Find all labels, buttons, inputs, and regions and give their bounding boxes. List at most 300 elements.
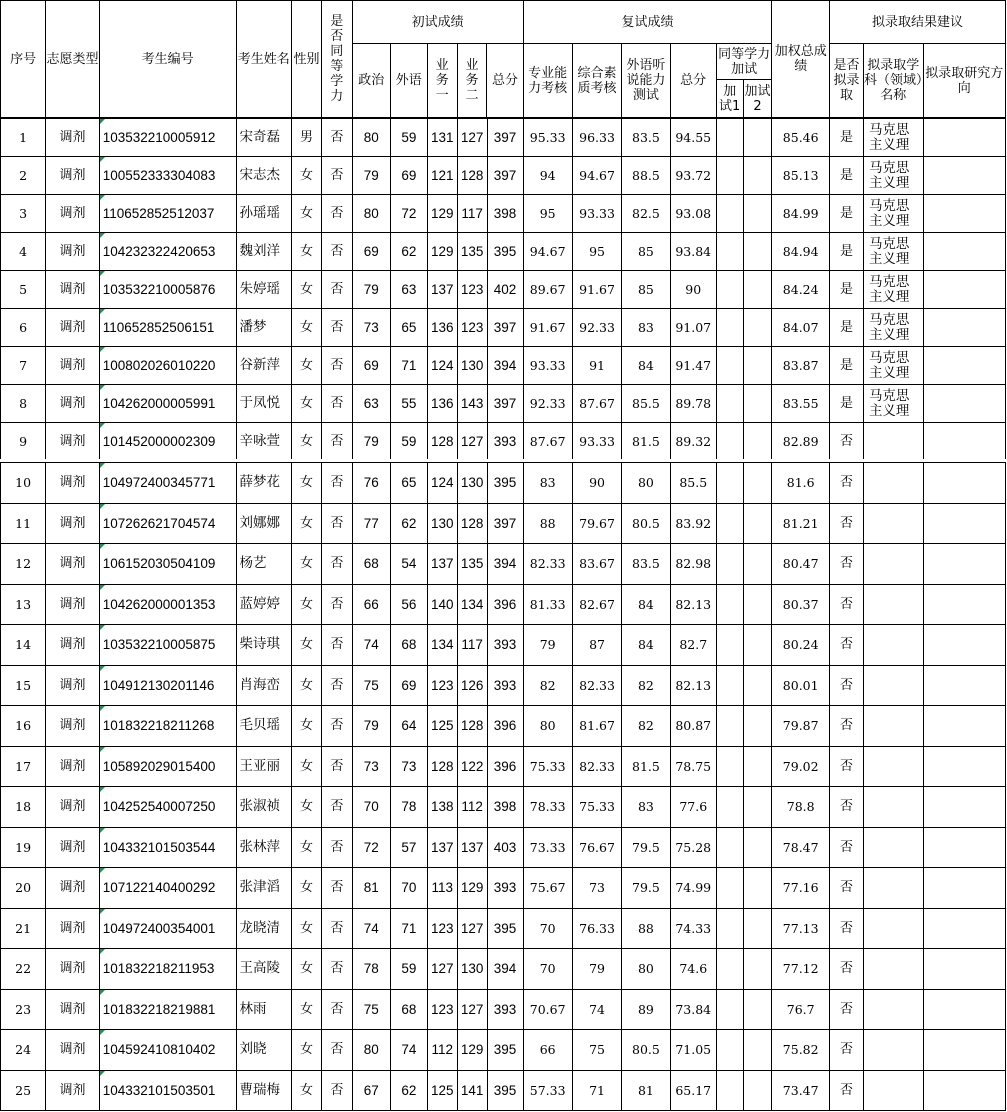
cell-retest-total: 73.84 [670, 989, 716, 1030]
cell-equiv: 否 [321, 706, 352, 747]
cell-listening: 80.5 [622, 503, 670, 544]
cell-comprehensive: 71 [572, 1070, 621, 1111]
cell-retest-total: 93.08 [670, 195, 716, 233]
cell-equiv: 否 [321, 584, 352, 625]
cell-exam-id: 103532210005876 [99, 271, 236, 309]
cell-prelim-total: 398 [487, 195, 523, 233]
cell-admit-discipline [863, 503, 923, 544]
cell-exam-id: 101832218211268 [99, 706, 236, 747]
cell-listening: 88 [622, 908, 670, 949]
cell-admitted: 否 [830, 908, 864, 949]
cell-subject2: 128 [457, 706, 487, 747]
cell-admitted: 否 [830, 463, 864, 504]
cell-seq: 20 [1, 868, 46, 909]
cell-admit-direction [923, 503, 1005, 544]
cell-type: 调剂 [46, 195, 99, 233]
cell-comprehensive: 81.67 [572, 706, 621, 747]
cell-exam-id: 104912130201146 [99, 665, 236, 706]
cell-listening: 85 [622, 233, 670, 271]
cell-retest-total: 93.84 [670, 233, 716, 271]
cell-weighted-total: 83.55 [772, 385, 830, 423]
cell-comprehensive: 87.67 [572, 385, 621, 423]
cell-gender: 女 [292, 503, 322, 544]
cell-gender: 男 [292, 119, 322, 157]
cell-prelim-total: 393 [487, 423, 523, 461]
cell-seq: 15 [1, 665, 46, 706]
cell-retest-total: 93.72 [670, 157, 716, 195]
cell-exam-id: 100552333304083 [99, 157, 236, 195]
cell-extra1 [716, 908, 743, 949]
cell-admitted: 是 [830, 157, 864, 195]
cell-exam-id: 101832218219881 [99, 989, 236, 1030]
cell-extra2 [743, 1070, 772, 1111]
cell-comprehensive: 82.67 [572, 584, 621, 625]
cell-professional: 73.33 [523, 827, 572, 868]
cell-exam-id: 101832218211953 [99, 949, 236, 990]
cell-name: 张淑祯 [236, 787, 292, 828]
cell-admit-discipline [863, 544, 923, 585]
cell-subject2: 128 [457, 503, 487, 544]
cell-subject2: 126 [457, 665, 487, 706]
cell-equiv: 否 [321, 544, 352, 585]
header-seq: 序号 [1, 1, 46, 118]
cell-retest-total: 82.13 [670, 665, 716, 706]
cell-professional: 82 [523, 665, 572, 706]
cell-retest-total: 75.28 [670, 827, 716, 868]
cell-comprehensive: 79 [572, 949, 621, 990]
cell-prelim-total: 394 [487, 544, 523, 585]
cell-gender: 女 [292, 706, 322, 747]
cell-weighted-total: 85.46 [772, 119, 830, 157]
table-row [1, 157, 1006, 195]
cell-retest-total: 74.6 [670, 949, 716, 990]
cell-retest-total: 91.47 [670, 347, 716, 385]
cell-prelim-total: 397 [487, 385, 523, 423]
cell-equiv: 否 [321, 827, 352, 868]
header-prelim-total: 总分 [487, 44, 523, 118]
cell-admitted: 否 [830, 949, 864, 990]
cell-professional: 89.67 [523, 271, 572, 309]
cell-prelim-total: 396 [487, 746, 523, 787]
cell-weighted-total: 77.12 [772, 949, 830, 990]
cell-politics: 79 [352, 423, 390, 461]
cell-seq: 13 [1, 584, 46, 625]
cell-subject1: 129 [427, 233, 457, 271]
cell-retest-total: 74.33 [670, 908, 716, 949]
cell-listening: 83.5 [622, 119, 670, 157]
cell-seq: 23 [1, 989, 46, 1030]
cell-retest-total: 85.5 [670, 463, 716, 504]
cell-listening: 82 [622, 706, 670, 747]
cell-admit-discipline: 马克思主义理 [863, 157, 923, 195]
header-comprehensive: 综合素质考核 [572, 44, 621, 118]
cell-subject2: 135 [457, 544, 487, 585]
cell-subject1: 123 [427, 908, 457, 949]
cell-prelim-total: 402 [487, 271, 523, 309]
cell-admit-direction [923, 271, 1005, 309]
table-row [1, 868, 1006, 909]
table-row [1, 544, 1006, 585]
cell-admit-discipline: 马克思主义理 [863, 195, 923, 233]
cell-subject1: 121 [427, 157, 457, 195]
cell-foreign: 65 [390, 463, 427, 504]
cell-name: 薛梦花 [236, 463, 292, 504]
cell-type: 调剂 [46, 423, 99, 461]
cell-prelim-total: 396 [487, 584, 523, 625]
cell-prelim-total: 397 [487, 309, 523, 347]
cell-retest-total: 80.87 [670, 706, 716, 747]
cell-equiv: 否 [321, 1070, 352, 1111]
cell-comprehensive: 93.33 [572, 423, 621, 461]
cell-extra2 [743, 949, 772, 990]
cell-subject2: 123 [457, 309, 487, 347]
cell-extra2 [743, 309, 772, 347]
cell-extra1 [716, 868, 743, 909]
cell-politics: 81 [352, 868, 390, 909]
cell-professional: 70 [523, 908, 572, 949]
cell-extra1 [716, 385, 743, 423]
cell-foreign: 55 [390, 385, 427, 423]
header-retest-group: 复试成绩 [523, 1, 772, 44]
cell-listening: 84 [622, 584, 670, 625]
cell-extra1 [716, 1070, 743, 1111]
cell-subject1: 137 [427, 827, 457, 868]
cell-admitted: 否 [830, 625, 864, 666]
cell-prelim-total: 395 [487, 233, 523, 271]
table-row [1, 706, 1006, 747]
table-body-top [0, 118, 1006, 461]
table-row [1, 195, 1006, 233]
cell-type: 调剂 [46, 908, 99, 949]
cell-equiv: 否 [321, 1030, 352, 1071]
cell-retest-total: 91.07 [670, 309, 716, 347]
cell-politics: 80 [352, 195, 390, 233]
cell-politics: 78 [352, 949, 390, 990]
cell-extra2 [743, 787, 772, 828]
cell-comprehensive: 93.33 [572, 195, 621, 233]
cell-retest-total: 89.78 [670, 385, 716, 423]
table-row [1, 271, 1006, 309]
cell-foreign: 74 [390, 1030, 427, 1071]
cell-politics: 75 [352, 665, 390, 706]
cell-subject1: 128 [427, 423, 457, 461]
cell-comprehensive: 90 [572, 463, 621, 504]
cell-professional: 95 [523, 195, 572, 233]
cell-exam-id: 104332101503544 [99, 827, 236, 868]
cell-extra2 [743, 119, 772, 157]
cell-equiv: 否 [321, 908, 352, 949]
cell-name: 毛贝瑶 [236, 706, 292, 747]
cell-seq: 8 [1, 385, 46, 423]
cell-comprehensive: 92.33 [572, 309, 621, 347]
cell-foreign: 62 [390, 503, 427, 544]
header-subject1: 业务一 [427, 44, 457, 118]
cell-weighted-total: 84.07 [772, 309, 830, 347]
cell-admitted: 否 [830, 503, 864, 544]
cell-professional: 78.33 [523, 787, 572, 828]
cell-politics: 79 [352, 271, 390, 309]
cell-professional: 88 [523, 503, 572, 544]
cell-politics: 73 [352, 746, 390, 787]
cell-retest-total: 82.7 [670, 625, 716, 666]
cell-extra1 [716, 309, 743, 347]
cell-equiv: 否 [321, 787, 352, 828]
cell-seq: 19 [1, 827, 46, 868]
table-row [1, 827, 1006, 868]
cell-admit-direction [923, 195, 1005, 233]
cell-admit-discipline: 马克思主义理 [863, 385, 923, 423]
cell-prelim-total: 403 [487, 827, 523, 868]
cell-seq: 5 [1, 271, 46, 309]
cell-weighted-total: 79.02 [772, 746, 830, 787]
cell-foreign: 63 [390, 271, 427, 309]
cell-admit-discipline [863, 868, 923, 909]
cell-name: 于凤悦 [236, 385, 292, 423]
cell-prelim-total: 393 [487, 665, 523, 706]
cell-extra1 [716, 423, 743, 461]
cell-weighted-total: 77.13 [772, 908, 830, 949]
cell-subject2: 128 [457, 157, 487, 195]
cell-exam-id: 100802026010220 [99, 347, 236, 385]
cell-retest-total: 83.92 [670, 503, 716, 544]
cell-admit-direction [923, 908, 1005, 949]
cell-seq: 14 [1, 625, 46, 666]
cell-comprehensive: 75.33 [572, 787, 621, 828]
cell-weighted-total: 73.47 [772, 1070, 830, 1111]
cell-professional: 79 [523, 625, 572, 666]
cell-weighted-total: 84.24 [772, 271, 830, 309]
cell-foreign: 69 [390, 157, 427, 195]
cell-exam-id: 103532210005875 [99, 625, 236, 666]
cell-professional: 93.33 [523, 347, 572, 385]
cell-subject1: 124 [427, 347, 457, 385]
cell-gender: 女 [292, 1030, 322, 1071]
cell-comprehensive: 82.33 [572, 746, 621, 787]
cell-exam-id: 104972400354001 [99, 908, 236, 949]
cell-admit-discipline [863, 827, 923, 868]
cell-admit-discipline [863, 706, 923, 747]
cell-prelim-total: 394 [487, 347, 523, 385]
cell-admit-direction [923, 989, 1005, 1030]
cell-admitted: 否 [830, 827, 864, 868]
table-row [1, 385, 1006, 423]
cell-admitted: 否 [830, 1030, 864, 1071]
cell-subject2: 141 [457, 1070, 487, 1111]
cell-weighted-total: 75.82 [772, 1030, 830, 1071]
cell-equiv: 否 [321, 309, 352, 347]
cell-admit-direction [923, 827, 1005, 868]
cell-admitted: 是 [830, 309, 864, 347]
cell-professional: 82.33 [523, 544, 572, 585]
cell-extra2 [743, 706, 772, 747]
cell-name: 王亚丽 [236, 746, 292, 787]
cell-professional: 81.33 [523, 584, 572, 625]
header-listening: 外语听说能力测试 [622, 44, 670, 118]
cell-professional: 91.67 [523, 309, 572, 347]
cell-politics: 69 [352, 233, 390, 271]
cell-admit-direction [923, 1030, 1005, 1071]
cell-equiv: 否 [321, 423, 352, 461]
cell-foreign: 59 [390, 119, 427, 157]
cell-extra2 [743, 665, 772, 706]
cell-prelim-total: 395 [487, 908, 523, 949]
cell-admit-direction [923, 625, 1005, 666]
cell-listening: 85.5 [622, 385, 670, 423]
cell-subject2: 117 [457, 195, 487, 233]
cell-type: 调剂 [46, 309, 99, 347]
table-row [1, 949, 1006, 990]
cell-comprehensive: 76.33 [572, 908, 621, 949]
cell-subject1: 124 [427, 463, 457, 504]
cell-professional: 75.33 [523, 746, 572, 787]
cell-extra2 [743, 463, 772, 504]
cell-subject2: 129 [457, 1030, 487, 1071]
cell-exam-id: 104332101503501 [99, 1070, 236, 1111]
table-row [1, 989, 1006, 1030]
cell-admit-discipline [863, 665, 923, 706]
cell-foreign: 64 [390, 706, 427, 747]
cell-admit-direction [923, 423, 1005, 461]
cell-weighted-total: 83.87 [772, 347, 830, 385]
header-extra1: 加试1 [716, 80, 743, 118]
cell-extra2 [743, 347, 772, 385]
cell-subject2: 127 [457, 989, 487, 1030]
cell-listening: 85 [622, 271, 670, 309]
cell-foreign: 72 [390, 195, 427, 233]
cell-seq: 24 [1, 1030, 46, 1071]
cell-admit-discipline [863, 1070, 923, 1111]
cell-gender: 女 [292, 271, 322, 309]
cell-name: 肖海峦 [236, 665, 292, 706]
header-admit-discipline: 拟录取学科（领域）名称 [863, 44, 923, 118]
cell-admitted: 是 [830, 271, 864, 309]
cell-politics: 76 [352, 463, 390, 504]
cell-subject2: 135 [457, 233, 487, 271]
cell-retest-total: 71.05 [670, 1030, 716, 1071]
cell-subject1: 140 [427, 584, 457, 625]
header-result-group: 拟录取结果建议 [830, 1, 1006, 44]
cell-retest-total: 94.55 [670, 119, 716, 157]
cell-weighted-total: 81.21 [772, 503, 830, 544]
cell-professional: 66 [523, 1030, 572, 1071]
cell-seq: 18 [1, 787, 46, 828]
cell-name: 张林萍 [236, 827, 292, 868]
cell-type: 调剂 [46, 119, 99, 157]
cell-weighted-total: 84.99 [772, 195, 830, 233]
cell-listening: 81.5 [622, 423, 670, 461]
cell-type: 调剂 [46, 706, 99, 747]
table-row [1, 1030, 1006, 1071]
cell-name: 杨艺 [236, 544, 292, 585]
cell-professional: 94.67 [523, 233, 572, 271]
cell-admit-discipline: 马克思主义理 [863, 347, 923, 385]
cell-admitted: 是 [830, 195, 864, 233]
cell-equiv: 否 [321, 503, 352, 544]
cell-admit-direction [923, 157, 1005, 195]
cell-subject2: 123 [457, 271, 487, 309]
cell-extra1 [716, 157, 743, 195]
cell-exam-id: 106152030504109 [99, 544, 236, 585]
cell-admitted: 否 [830, 584, 864, 625]
cell-name: 刘娜娜 [236, 503, 292, 544]
cell-subject2: 143 [457, 385, 487, 423]
cell-gender: 女 [292, 625, 322, 666]
cell-name: 魏刘洋 [236, 233, 292, 271]
cell-extra2 [743, 868, 772, 909]
cell-politics: 75 [352, 989, 390, 1030]
header-extra2: 加试2 [743, 80, 772, 118]
cell-retest-total: 82.98 [670, 544, 716, 585]
cell-admit-discipline [863, 423, 923, 461]
cell-professional: 75.67 [523, 868, 572, 909]
cell-professional: 70 [523, 949, 572, 990]
cell-retest-total: 74.99 [670, 868, 716, 909]
header-politics: 政治 [352, 44, 390, 118]
cell-equiv: 否 [321, 625, 352, 666]
cell-extra2 [743, 908, 772, 949]
cell-gender: 女 [292, 233, 322, 271]
cell-extra1 [716, 584, 743, 625]
cell-admitted: 否 [830, 423, 864, 461]
cell-weighted-total: 78.8 [772, 787, 830, 828]
cell-admitted: 是 [830, 233, 864, 271]
cell-retest-total: 65.17 [670, 1070, 716, 1111]
cell-name: 朱婷瑶 [236, 271, 292, 309]
cell-subject2: 112 [457, 787, 487, 828]
cell-comprehensive: 76.67 [572, 827, 621, 868]
cell-retest-total: 82.13 [670, 584, 716, 625]
cell-type: 调剂 [46, 1030, 99, 1071]
header-type: 志愿类型 [46, 1, 99, 118]
cell-weighted-total: 81.6 [772, 463, 830, 504]
cell-professional: 57.33 [523, 1070, 572, 1111]
cell-type: 调剂 [46, 584, 99, 625]
cell-equiv: 否 [321, 385, 352, 423]
cell-name: 宋奇磊 [236, 119, 292, 157]
table-row [1, 503, 1006, 544]
cell-gender: 女 [292, 746, 322, 787]
header-equiv-extra-group: 同等学力加试 [716, 44, 772, 80]
cell-listening: 83.5 [622, 544, 670, 585]
cell-gender: 女 [292, 787, 322, 828]
cell-extra1 [716, 989, 743, 1030]
cell-seq: 3 [1, 195, 46, 233]
cell-extra2 [743, 827, 772, 868]
cell-professional: 80 [523, 706, 572, 747]
cell-type: 调剂 [46, 157, 99, 195]
cell-foreign: 73 [390, 746, 427, 787]
cell-extra1 [716, 544, 743, 585]
cell-exam-id: 104262000001353 [99, 584, 236, 625]
cell-equiv: 否 [321, 271, 352, 309]
cell-name: 曹瑞梅 [236, 1070, 292, 1111]
cell-comprehensive: 95 [572, 233, 621, 271]
header-name: 考生姓名 [236, 1, 292, 118]
cell-subject1: 136 [427, 385, 457, 423]
cell-seq: 25 [1, 1070, 46, 1111]
cell-seq: 2 [1, 157, 46, 195]
cell-equiv: 否 [321, 746, 352, 787]
cell-type: 调剂 [46, 868, 99, 909]
table-row [1, 347, 1006, 385]
cell-subject2: 130 [457, 347, 487, 385]
cell-name: 谷新萍 [236, 347, 292, 385]
cell-admit-discipline: 马克思主义理 [863, 233, 923, 271]
cell-name: 宋志杰 [236, 157, 292, 195]
cell-gender: 女 [292, 423, 322, 461]
cell-admit-discipline: 马克思主义理 [863, 119, 923, 157]
header-professional: 专业能力考核 [523, 44, 572, 118]
